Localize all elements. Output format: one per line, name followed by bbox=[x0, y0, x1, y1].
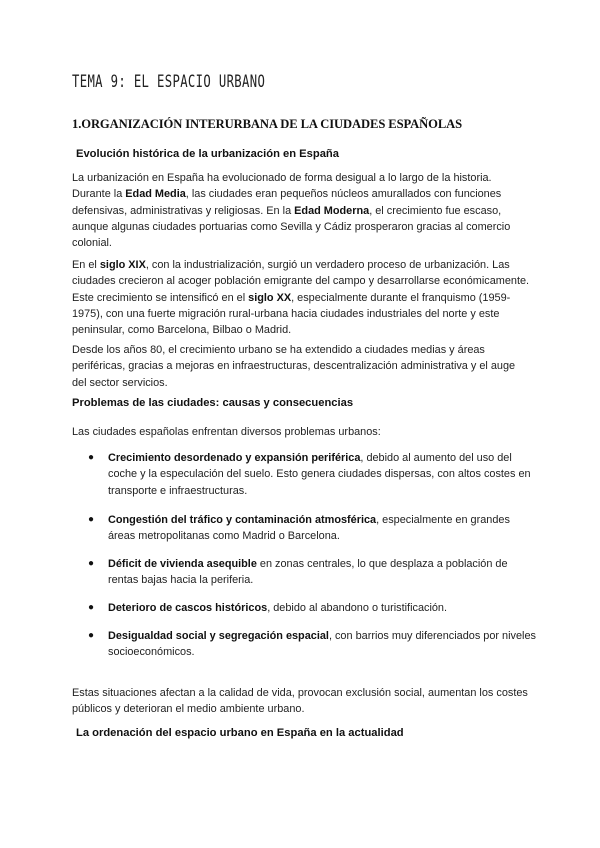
text-run: en zonas centrales, lo que desplaza a población de rentas bajas hacia la periferia. bbox=[108, 558, 508, 587]
text-run: En el bbox=[72, 259, 100, 271]
bold-term: siglo XX bbox=[248, 291, 292, 304]
paragraph-recent-growth: Desde los años 80, el crecimiento urbano se ha extendido a ciudades medias y áreas periféricas, gracias a mejoras en infraestructuras, descentralización administrativa y el auge del sector servicios. bbox=[72, 344, 516, 389]
text-run: , con barrios muy diferenciados por niveles socioeconómicos. bbox=[108, 630, 536, 659]
list-item-text bbox=[108, 556, 536, 589]
paragraph-history-intro bbox=[72, 170, 532, 251]
paragraph-problems-intro: Las ciudades españolas enfrentan diversos problemas urbanos: bbox=[72, 426, 381, 438]
bold-term: siglo XIX bbox=[99, 259, 146, 271]
paragraph-consequences: Estas situaciones afectan a la calidad de vida, provocan exclusión social, aumentan los costes públicos y deterioran el medio ambiente urbano. bbox=[72, 687, 528, 716]
text-run: , con la industrialización, surgió un verdadero proceso de urbanización. Las ciudades crecieron al acoger población emigrante del campo y desarrollarse económicamente. Este crecimiento se intensificó en el bbox=[72, 259, 530, 304]
text-run: , las ciudades eran pequeños núcleos amurallados con funciones defensivas, administrativas y religiosas. En la bbox=[72, 188, 502, 217]
list-item-text bbox=[108, 600, 536, 616]
text-run: , especialmente durante el franquismo (1959-1975), con una fuerte migración rural-urbana hacia ciudades industriales del norte y este peninsular, como Barcelona, Bilbao o Madrid. bbox=[72, 291, 511, 337]
bullet-icon: ● bbox=[88, 602, 95, 613]
text-run: , debido al abandono o turistificación. bbox=[267, 602, 448, 614]
bold-term: Edad Moderna bbox=[294, 204, 370, 217]
list-item-text bbox=[108, 450, 536, 499]
list-item-text bbox=[108, 628, 536, 661]
text-run: La urbanización en España ha evolucionado de forma desigual a lo largo de la historia. Durante la bbox=[72, 172, 492, 201]
bold-term: Desigualdad social y segregación espacial bbox=[108, 630, 329, 642]
section-heading: 1.ORGANIZACIÓN INTERURBANA DE LA CIUDADES ESPAÑOLAS bbox=[72, 117, 463, 131]
subheading-historical-evolution: Evolución histórica de la urbanización en España bbox=[76, 148, 339, 160]
text-run: , el crecimiento fue escaso, aunque algunas ciudades portuarias como Sevilla y Cádiz prosperaron gracias al comercio colonial. bbox=[72, 204, 511, 250]
subheading-city-problems: Problemas de las ciudades: causas y consecuencias bbox=[72, 397, 354, 409]
bold-term: Crecimiento desordenado y expansión periférica bbox=[108, 452, 361, 464]
text-run: , debido al aumento del uso del coche y la especulación del suelo. Esto genera ciudades dispersas, con altos costes en transporte e infraestructuras. bbox=[108, 452, 531, 497]
text-run: , especialmente en grandes áreas metropolitanas como Madrid o Barcelona. bbox=[108, 514, 510, 543]
list-item-text bbox=[108, 512, 536, 545]
page-title: TEMA 9: EL ESPACIO URBANO bbox=[72, 72, 266, 92]
paragraph-industrialization bbox=[72, 257, 532, 338]
bold-term: Déficit de vivienda asequible bbox=[108, 558, 257, 570]
bullet-icon: ● bbox=[88, 514, 95, 525]
bullet-icon: ● bbox=[88, 630, 95, 641]
subheading-urban-planning: La ordenación del espacio urbano en España en la actualidad bbox=[76, 727, 404, 739]
bullet-icon: ● bbox=[88, 452, 95, 463]
bold-term: Deterioro de cascos históricos bbox=[108, 602, 268, 614]
bullet-icon: ● bbox=[88, 558, 95, 569]
bold-term: Edad Media bbox=[125, 188, 186, 201]
bold-term: Congestión del tráfico y contaminación atmosférica bbox=[108, 514, 377, 526]
